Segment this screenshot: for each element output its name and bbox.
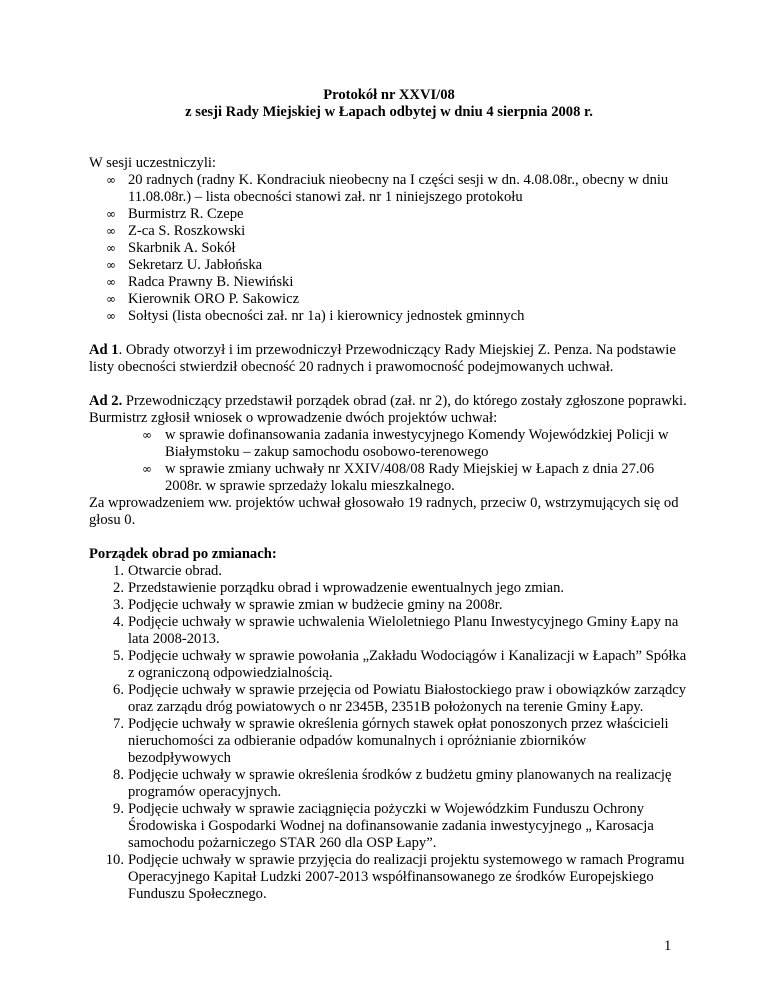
document-title — [89, 87, 689, 121]
list-item: 5. Podjęcie uchwały w sprawie powołania „Zakładu Wodociągów i Kanalizacji w Łapach” Spółka z ograniczoną odpowiedzialnością. — [113, 648, 687, 681]
bullet-symbol: ∞ — [106, 292, 116, 306]
ad1-label: Ad 1 — [89, 342, 119, 358]
bullet-symbol: ∞ — [106, 258, 116, 272]
bullet-symbol: ∞ — [142, 462, 152, 476]
list-item: ∞ Burmistrz R. Czepe — [106, 206, 244, 222]
attendees-list — [89, 172, 689, 325]
list-item: ∞ 20 radnych (radny K. Kondraciuk nieobecny na I części sesji w dn. 4.08.08r., obecny w dniu 11.08.08r.) – lista obecności stanowi zał. nr 1 niniejszego protokołu — [106, 172, 669, 205]
ad2-vote: Za wprowadzeniem ww. projektów uchwał głosowało 19 radnych, przeciw 0, wstrzymujących się od głosu 0. — [89, 495, 679, 528]
list-item: 8. Podjęcie uchwały w sprawie określenia środków z budżetu gminy planowanych na realizację programów operacyjnych. — [113, 767, 672, 800]
title-line-1: Protokół nr XXVI/08 — [323, 87, 455, 103]
ad1-text: . Obrady otworzył i im przewodniczył Przewodniczący Rady Miejskiej Z. Penza. Na podstawie listy obecności stwierdził obecność 20 radnych i prawomocność podejmowanych uchwał. — [89, 342, 676, 375]
agenda-heading: Porządek obrad po zmianach: — [89, 546, 277, 562]
bullet-symbol: ∞ — [106, 309, 116, 323]
bullet-symbol: ∞ — [106, 224, 116, 238]
attendees-intro: W sesji uczestniczyli: — [89, 155, 216, 171]
list-item: 6. Podjęcie uchwały w sprawie przejęcia od Powiatu Białostockiego praw i obowiązków zarządcy oraz zarządu dróg powiatowych o nr 2345B, 2351B położonych na terenie Gminy Łapy. — [113, 682, 687, 715]
list-item: 1. Otwarcie obrad. — [113, 563, 223, 579]
bullet-symbol: ∞ — [142, 428, 152, 442]
list-item: ∞ Sołtysi (lista obecności zał. nr 1a) i kierownicy jednostek gminnych — [106, 308, 525, 324]
bullet-symbol: ∞ — [106, 173, 116, 187]
ad2-label: Ad 2. — [89, 393, 123, 409]
list-item: ∞ w sprawie dofinansowania zadania inwestycyjnego Komendy Wojewódzkiej Policji w Białymstoku – zakup samochodu osobowo-terenowego — [142, 427, 669, 460]
list-item: 2. Przedstawienie porządku obrad i wprowadzenie ewentualnych jego zmian. — [113, 580, 565, 596]
document-page — [89, 87, 689, 903]
agenda-list — [89, 563, 689, 903]
bullet-symbol: ∞ — [106, 275, 116, 289]
list-item: ∞ Sekretarz U. Jabłońska — [106, 257, 263, 273]
page-number: 1 — [664, 938, 672, 954]
list-item: ∞ Skarbnik A. Sokół — [106, 240, 236, 256]
list-item: 4. Podjęcie uchwały w sprawie uchwalenia Wieloletniego Planu Inwestycyjnego Gminy Łapy na lata 2008-2013. — [113, 614, 679, 647]
list-item: 7. Podjęcie uchwały w sprawie określenia górnych stawek opłat ponoszonych przez właścicieli nieruchomości za odbieranie odpadów komunalnych i opróżnianie zbiorników bezodpływowych — [113, 716, 669, 766]
list-item: 3. Podjęcie uchwały w sprawie zmian w budżecie gminy na 2008r. — [113, 597, 503, 613]
list-item: ∞ Z-ca S. Roszkowski — [106, 223, 246, 239]
bullet-symbol: ∞ — [106, 241, 116, 255]
list-item: 10. Podjęcie uchwały w sprawie przyjęcia do realizacji projektu systemowego w ramach Programu Operacyjnego Kapitał Ludzki 2007-2013 współfinansowanego ze środków Europejskiego Funduszu Społecznego. — [105, 852, 685, 902]
title-line-2: z sesji Rady Miejskiej w Łapach odbytej w dniu 4 sierpnia 2008 r. — [185, 104, 593, 120]
ad2-paragraph — [89, 393, 689, 427]
ad1-paragraph — [89, 342, 689, 376]
ad2-text: Przewodniczący przedstawił porządek obrad (zał. nr 2), do którego zostały zgłoszone poprawki. Burmistrz zgłosił wniosek o wprowadzenie dwóch projektów uchwał: — [89, 393, 687, 426]
bullet-symbol: ∞ — [106, 207, 116, 221]
list-item: 9. Podjęcie uchwały w sprawie zaciągnięcia pożyczki w Wojewódzkim Funduszu Ochrony Środowiska i Gospodarki Wodnej na dofinansowanie zadania inwestycyjnego „ Karosacja samochodu pożarniczego STAR 260 dla OSP Łapy”. — [113, 801, 654, 851]
list-item: ∞ w sprawie zmiany uchwały nr XXIV/408/08 Rady Miejskiej w Łapach z dnia 27.06 2008r. w sprawie sprzedaży lokalu mieszkalnego. — [142, 461, 655, 494]
ad2-projects-list — [89, 427, 689, 495]
list-item: ∞ Radca Prawny B. Niewiński — [106, 274, 294, 290]
list-item: ∞ Kierownik ORO P. Sakowicz — [106, 291, 300, 307]
